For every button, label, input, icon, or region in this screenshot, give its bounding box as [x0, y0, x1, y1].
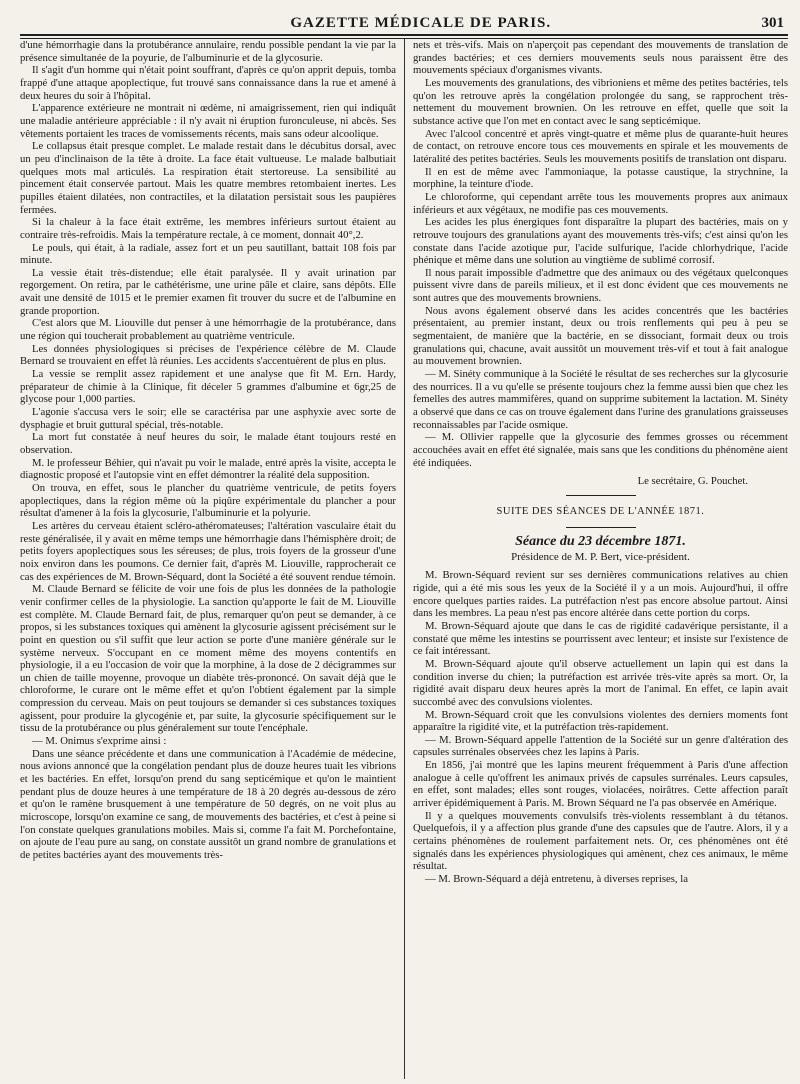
paragraph: M. Brown-Séquard croit que les convulsions violentes des derniers moments font apparaître la rigidité vite, et la putréfaction très-rapidement. [413, 708, 788, 734]
paragraph: Si la chaleur à la face était extrême, les membres inférieurs surtout étaient au contraire très-refroidis. Mais la température rectale, à ce moment, donnait 40°,2. [20, 216, 396, 241]
paragraph: L'apparence extérieure ne montrait ni œdème, ni amaigrissement, rien qui indiquât une maladie antérieure appréciable : il n'y avait ni éruption furonculeuse, ni abcès. Ses vêtements portaient les traces de vomissements récents, mais sans odeur alcoolique. [20, 102, 396, 140]
section-divider [566, 527, 636, 528]
paragraph: Il y a quelques mouvements convulsifs très-violents ressemblant à du tétanos. Quelquefois, il y a affection plus grande d'une des capsules que de l'autre. Alors, il y a certains phénomènes de roulement parfaitement nets. Or, ces phénomènes ont été signalés dans les expériences physiologiques qui amènent, chez ces animaux, le même résultat. [413, 809, 788, 873]
paragraph: Il en est de même avec l'ammoniaque, la potasse caustique, la strychnine, la morphine, la teinture d'iode. [413, 165, 788, 191]
paragraph: — M. Sinéty communique à la Société le résultat de ses recherches sur la glycosurie des nourrices. Il a vu qu'elle se présente toujours chez la femme aussi bien que chez les femelles des autres mammifères, quand on supprime subitement la lactation. M. Sinéty a observé que dans ce cas on trouve également dans l'urine des granulations graisseuses reconnaissables par l'acide osmique. [413, 368, 788, 431]
paragraph: La vessie se remplit assez rapidement et une analyse que fit M. Ern. Hardy, préparateur de chimie à la Clinique, fit déceler 5 grammes d'albumine et 6gr,25 de glycose pour 1,000 parties. [20, 368, 396, 406]
presidence-line: Présidence de M. P. Bert, vice-président. [511, 550, 690, 563]
page-header [20, 10, 788, 36]
paragraph: M. Brown-Séquard ajoute qu'il observe actuellement un lapin qui est dans la condition inverse du chien; la putréfaction est arrivée très-vite après sa mort. Or, la rigidité avait disparu deux heures après la mort de l'animal. En effet, ce lapin avait succombé avec des convulsions violentes. [413, 657, 788, 708]
paragraph: nets et très-vifs. Mais on n'aperçoit pas cependant des mouvements de translation de grandes bactéries; et ces derniers mouvements seuls nous paraissent être des mouvements spéciaux d'organismes vivants. [413, 39, 788, 77]
paragraph: Le chloroforme, qui cependant arrête tous les mouvements propres aux animaux inférieurs et aux végétaux, ne modifie pas ces mouvements. [413, 190, 788, 216]
page-number: 301 [761, 15, 784, 31]
paragraph: En 1856, j'ai montré que les lapins meurent fréquemment à Paris d'une affection analogue à celle qu'offrent les animaux privés de capsules surrénales. Leurs capsules, en effet, sont malades; elles sont rouges, violacées, noirâtres. Cette affection paraît arriver épidémiquement à Paris. M. Brown Séquard ne l'a pas observée en Amérique. [413, 759, 788, 810]
paragraph: Les artères du cerveau étaient scléro-athéromateuses; l'altération vasculaire était du reste généralisée, il y avait en même temps une hémorrhagie dans l'hémisphère droit; de petits foyers apoplectiques sous les séreuses; de plus, trois foyers de la grosseur d'une noix environ dans les poumons. Ce dernier fait, d'après M. Liouville, rapprocherait ce cas des expériences de M. Brown-Séquard, dont la Société a été souvent rendue témoin. [20, 519, 396, 583]
paragraph: Le pouls, qui était, à la radiale, assez fort et un peu sautillant, battait 108 fois par minute. [20, 241, 396, 267]
paragraph: L'agonie s'accusa vers le soir; elle se caractérisa par une asphyxie avec sorte de dysphagie et bruit guttural spécial, très-notable. [20, 406, 396, 431]
paragraph: La vessie était très-distendue; elle était paralysée. Il y avait urination par regorgement. On retira, par le cathétérisme, une urine pâle et claire, sans dépôts. Elle avait une densité de 1015 et le premier examen fit trouver du sucre et de l'albumine en grande proportion. [20, 266, 396, 317]
paragraph: — M. Brown-Séquard appelle l'attention de la Société sur un genre d'altération des capsules surrénales observées chez les lapins à Paris. [413, 733, 788, 759]
paragraph: Les mouvements des granulations, des vibrioniens et même des petites bactéries, tels qu'on les retrouve après la congélation prolongée du sang, se rapprochent très-nettement du mouvement brownien. On les retrouve en effet, quelle que soit la substance active que l'on met en contact avec le sang septicémique. [413, 76, 788, 127]
paragraph: Nous avons également observé dans les acides concentrés que les bactéries présentaient, au premier instant, deux ou trois renflements qui peu à peu se segmentaient, de manière que la bactérie, en se dissociant, formait deux ou trois granulations qui, chacune, avait aussitôt un mouvement très-vif et tout à fait analogue au mouvement brownien. [413, 304, 788, 368]
secretary-signature: Le secrétaire, G. Pouchet. [637, 475, 748, 488]
paragraph: Dans une séance précédente et dans une communication à l'Académie de médecine, nous avions annoncé que la congélation pendant plus de douze heures tuait les vibrions et les bactéries. En effet, lorsqu'on prend du sang septicémique et qu'on le maintient pendant plus de douze heures à une température de 18 à 20 degrés au-dessous de zéro et qu'on le ramène brusquement à une température de 50 degrés, on ne voit plus au microscope, lorsqu'on examine ce sang, de mouvements des bactéries, et c'est à peine si l'on constate quelques granulations mobiles. Mais si, comme l'a fait M. Porchefontaine, on ajoute de l'eau pure au sang, on constate aussitôt un grand nombre de granulations et de petites bactéries ayant des mouvements très- [20, 747, 396, 861]
paragraph: C'est alors que M. Liouville dut penser à une hémorrhagie de la protubérance, dans une région qui toucherait probablement au quatrième ventricule. [20, 317, 396, 343]
paragraph: Il nous parait impossible d'admettre que des animaux ou des végétaux quelconques puissent vivre dans de pareils milieux, et il est donc évident que ces mouvements ne sont autres que des mouvements browniens. [413, 266, 788, 305]
paragraph: M. Brown-Séquard revient sur ses dernières communications relatives au chien rigide, qui a été mis sous les yeux de la Société il y a un mois. Aujourd'hui, il offre encore quelques parties raides. La putréfaction n'est pas encore absolue partout. Ainsi dans les membres. La peau n'est pas encore altérée dans cette portion du corps. [413, 569, 788, 620]
seance-title: Séance du 23 décembre 1871. [515, 533, 686, 549]
text-columns [20, 39, 788, 1079]
paragraph: — M. Onimus s'exprime ainsi : [32, 735, 167, 748]
journal-title: GAZETTE MÉDICALE DE PARIS. [290, 15, 552, 31]
paragraph: Les acides les plus énergiques font disparaître la plupart des bactéries, mais on y retrouve toujours des granulations ayant des mouvements très-vifs; c'est ainsi qu'on les constate dans l'acide azotique pur, l'acide sulfurique, l'acide chlorhydrique, l'acide phénique et même dans une solution au vingtième de sublimé corrosif. [413, 216, 788, 267]
section-divider [566, 495, 636, 496]
paragraph: M. Claude Bernard se félicite de voir une fois de plus les données de la pathologie venir confirmer celles de la physiologie. La sanction qu'apporte le fait de M. Liouville est complète. M. Claude Bernard fait, de plus, remarquer qu'on peut se demander, à ce propos, si les substances toxiques qui amènent la glycosurie agissent précisément sur le point en question ou s'il suffit que leur action se porte d'une manière générale sur le système nerveux. S'occupant en ce moment même des moyens contentifs en physiologie, il a eu l'occasion de voir que la morphine, à la dose de 2 décigrammes sur un chien de taille moyenne, provoque un diabète très-prononcé. On savait déjà que le chloroforme, le curare ont le même effet et qu'on l'obtient également par la simple compression du cerveau. Mais on peut toujours se demander si ces substances toxiques agissent, pour produire la glycogénie et, par suite, la glycosurie spécifiquement sur le tissu de la protubérance ou plus généralement sur toute l'encéphale. [20, 583, 396, 735]
paragraph: La mort fut constatée à neuf heures du soir, le malade étant toujours resté en observation. [20, 431, 396, 456]
paragraph: On trouva, en effet, sous le plancher du quatrième ventricule, de petits foyers apoplectiques, dans la région même où la piqûre expérimentale du plancher a pour résultat d'amener à la fois la glycosurie, l'albuminurie et la polyurie. [20, 481, 396, 520]
paragraph: d'une hémorrhagie dans la protubérance annulaire, rendu possible pendant la vie par la présence simultanée de la poyurie, de l'albuminurie et de la glycosurie. [20, 39, 396, 64]
paragraph: — M. Ollivier rappelle que la glycosurie des femmes grosses ou récemment accouchées avait en effet été signalée, mais sans que les conditions du phénomène aient été indiquées. [413, 431, 788, 469]
paragraph: M. Brown-Séquard ajoute que dans le cas de rigidité cadavérique persistante, il a constaté que même les intestins se pourrissent avec lenteur; et insiste sur l'existence de ce fait intéressant. [413, 619, 788, 658]
paragraph: Il s'agit d'un homme qui n'était point souffrant, d'après ce qu'on apprit depuis, tomba frappé d'une attaque apoplectique, fut trouvé sans connaissance dans la rue et amené à deux heures du soir à l'hôpital. [20, 64, 396, 102]
paragraph: M. le professeur Béhier, qui n'avait pu voir le malade, entré après la visite, accepta le diagnostic proposé et l'autopsie vint en effet démontrer la réalité dela supposition. [20, 456, 396, 482]
paragraph: Le collapsus était presque complet. Le malade restait dans le décubitus dorsal, avec un peu d'inclinaison de la tête à droite. La face était vultueuse. Le malade balbutiait quelques mots mal articulés. La respiration était stertoreuse. La sensibilité au pincement était conservée partout. Mais les quatre membres retombaient inertes. Les pupilles étaient dilatées, non contractiles, et la dilatation persistait sous les paupières fermées. [20, 140, 396, 216]
paragraph: Les données physiologiques si précises de l'expérience célèbre de M. Claude Bernard se trouvaient en effet là réunies. Les accidents s'accentuèrent de plus en plus. [20, 342, 396, 368]
paragraph: Avec l'alcool concentré et après vingt-quatre et même plus de quarante-huit heures de contact, on retrouve encore tous ces mouvements en spirale et les mouvements de latéralité des petites bactéries. Seuls les mouvements positifs de translation ont disparu. [413, 127, 788, 165]
paragraph: — M. Brown-Séquard a déjà entretenu, à diverses reprises, la [425, 873, 688, 886]
right-column [404, 39, 788, 1079]
left-column [20, 39, 404, 1079]
section-heading: SUITE DES SÉANCES DE L'ANNÉE 1871. [496, 506, 705, 518]
